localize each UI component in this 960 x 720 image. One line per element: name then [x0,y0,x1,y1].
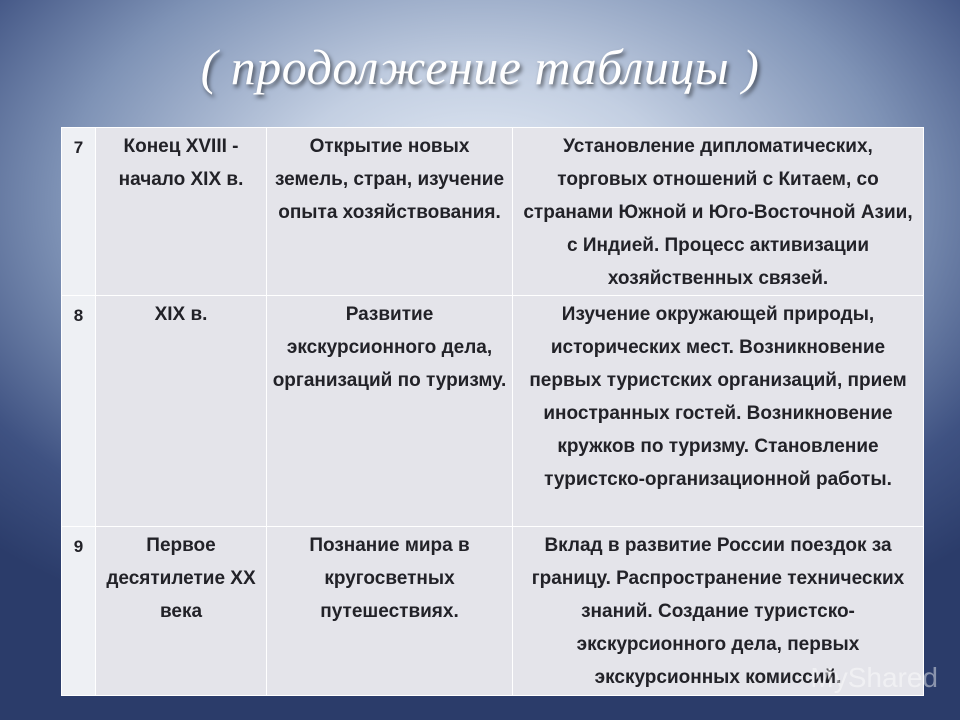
row-number: 7 [62,128,96,296]
row-number: 8 [62,296,96,527]
slide-title: ( продолжение таблицы ) [200,39,760,95]
description-cell: Развитие экскурсионного дела, организаций по туризму. [267,296,513,527]
details-cell: Изучение окружающей природы, исторических мест. Возникновение первых туристских организаций, прием иностранных гостей. Возникновение кружков по туризму. Становление туристско-организационной работы. [513,296,924,527]
table-row [62,296,924,527]
description-cell: Открытие новых земель, стран, изучение опыта хозяйствования. [267,128,513,296]
watermark: MyShared [810,662,938,693]
period-cell: XIX в. [96,296,267,527]
details-cell: Установление дипломатических, торговых отношений с Китаем, со странами Южной и Юго-Восточной Азии, с Индией. Процесс активизации хозяйственных связей. [513,128,924,296]
period-cell: Первое десятилетие XX века [96,527,267,696]
row-number: 9 [62,527,96,696]
period-cell: Конец XVIII - начало XIX в. [96,128,267,296]
details-cell: Вклад в развитие России поездок за границу. Распространение технических знаний. Создание туристско-экскурсионного дела, первых экскурсионных комиссий. [513,527,924,696]
table-row [62,527,924,696]
history-table [61,127,924,696]
table-row [62,128,924,296]
description-cell: Познание мира в кругосветных путешествиях. [267,527,513,696]
